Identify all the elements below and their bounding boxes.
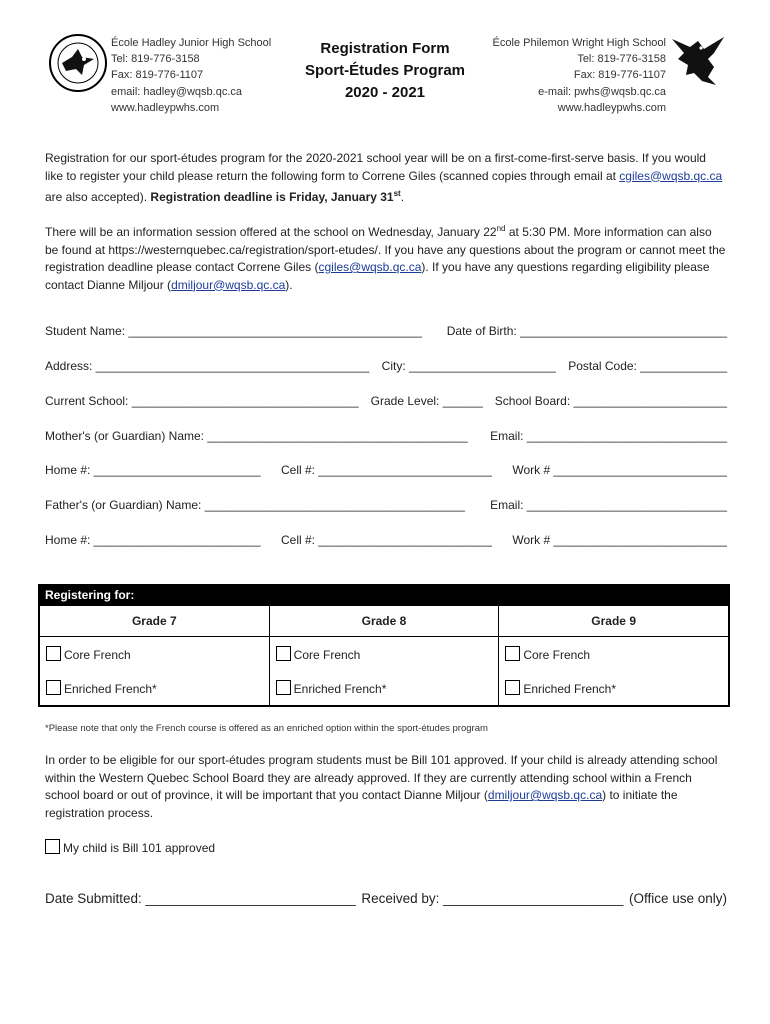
enriched-note: *Please note that only the French course is offered as an enriched option within the sport-études program [45, 723, 488, 734]
intro-paragraph-2 [45, 220, 727, 294]
grade-options-table [39, 605, 729, 706]
father-work-field[interactable]: Work # __________________________ [512, 533, 727, 547]
intro-text: at 5:30 PM. More information can also be found at https://westernquebec.ca/registration/sport-etudes/. If you have any questions about the program or cannot meet the registration deadline please contact Correne Giles ( [45, 225, 726, 274]
right-school-fax: Fax: 819-776-1107 [573, 69, 666, 82]
mother-home-field[interactable]: Home #: _________________________ [45, 463, 261, 477]
grade-7-header: Grade 7 [40, 606, 270, 637]
date-of-birth-field[interactable]: Date of Birth: _______________________________ [446, 324, 727, 338]
eligibility-paragraph [45, 752, 727, 822]
left-school-fax: Fax: 819-776-1107 [111, 69, 204, 82]
left-school-tel: Tel: 819-776-3158 [111, 53, 200, 66]
bill-101-option[interactable] [45, 839, 215, 855]
core-french-label: Core French [523, 648, 591, 662]
deadline-text: Registration deadline is Friday, January 31 [150, 190, 394, 204]
grade-8-core-option[interactable] [269, 637, 499, 672]
mother-phone-row [45, 463, 727, 477]
grade-7-core-option[interactable] [40, 637, 270, 672]
right-school-email: e-mail: pwhs@wqsb.qc.ca [538, 85, 666, 98]
intro-text: are also accepted). [45, 190, 151, 204]
dmiljour-email-link[interactable]: dmiljour@wqsb.qc.ca [487, 788, 603, 802]
mother-row [45, 429, 727, 443]
office-use-label: (Office use only) [628, 891, 727, 906]
title-line-2: Sport-Études Program [304, 62, 466, 79]
bill-101-checkbox[interactable] [45, 839, 60, 854]
mother-cell-field[interactable]: Cell #: __________________________ [281, 463, 492, 477]
father-phone-row [45, 533, 727, 547]
form-title [290, 38, 480, 104]
date-submitted-field[interactable]: Date Submitted: ____________________________ [45, 891, 356, 906]
registering-table [38, 584, 730, 707]
father-name-field[interactable]: Father's (or Guardian) Name: _______________________________________ [45, 498, 465, 512]
intro-text: ). If you have any questions regarding eligibility please contact Dianne Miljour ( [45, 260, 710, 292]
grade-level-field[interactable]: Grade Level: ______ [370, 394, 483, 408]
intro-text: ). [285, 277, 293, 292]
left-school-web: www.hadleypwhs.com [111, 101, 220, 114]
father-row [45, 498, 727, 512]
father-cell-field[interactable]: Cell #: __________________________ [281, 533, 492, 547]
mother-name-field[interactable]: Mother's (or Guardian) Name: _______________________________________ [45, 429, 468, 443]
grade-9-header: Grade 9 [499, 606, 729, 637]
registering-heading: Registering for: [39, 585, 729, 605]
school-board-field[interactable]: School Board: _______________________ [494, 394, 727, 408]
grade-9-enriched-option[interactable] [499, 671, 729, 706]
grade-7-enriched-option[interactable] [40, 671, 270, 706]
intro-paragraph-1 [45, 150, 727, 207]
hadley-school-logo [48, 33, 108, 93]
cgiles-email-link[interactable]: cgiles@wqsb.qc.ca [619, 168, 723, 183]
grade-8-core-checkbox[interactable] [276, 646, 291, 661]
mother-email-field[interactable]: Email: ______________________________ [490, 429, 727, 443]
deadline-sup: st [393, 189, 401, 198]
right-school-contact [493, 35, 666, 116]
postal-code-field[interactable]: Postal Code: _____________ [568, 359, 727, 373]
grade-8-enriched-option[interactable] [269, 671, 499, 706]
received-by-field[interactable]: Received by: ________________________ [361, 891, 624, 906]
enriched-french-label: Enriched French* [523, 682, 617, 696]
father-home-field[interactable]: Home #: _________________________ [45, 533, 261, 547]
left-school-email: email: hadley@wqsb.qc.ca [111, 85, 243, 98]
address-row [45, 359, 727, 373]
grade-7-core-checkbox[interactable] [46, 646, 61, 661]
eagle-logo [668, 33, 728, 88]
right-school-name: École Philemon Wright High School [492, 37, 666, 49]
title-line-3: 2020 - 2021 [344, 84, 426, 101]
core-french-label: Core French [293, 648, 361, 662]
left-school-name: École Hadley Junior High School [111, 37, 272, 49]
city-field[interactable]: City: ______________________ [381, 359, 556, 373]
enriched-french-label: Enriched French* [64, 682, 157, 696]
grade-8-header: Grade 8 [269, 606, 499, 637]
dmiljour-email-link[interactable]: dmiljour@wqsb.qc.ca [171, 277, 286, 292]
student-name-field[interactable]: Student Name: ____________________________________________ [45, 324, 423, 338]
grade-8-enriched-checkbox[interactable] [276, 680, 291, 695]
school-row [45, 394, 727, 408]
father-email-field[interactable]: Email: ______________________________ [490, 498, 727, 512]
grade-9-core-checkbox[interactable] [505, 646, 520, 661]
office-use-row [45, 891, 727, 906]
grade-9-enriched-checkbox[interactable] [505, 680, 520, 695]
bill-101-label: My child is Bill 101 approved [63, 841, 216, 855]
mother-work-field[interactable]: Work # __________________________ [512, 463, 727, 477]
right-school-web: www.hadleypwhs.com [557, 101, 666, 114]
session-sup: nd [496, 224, 506, 233]
eligibility-text: In order to be eligible for our sport-études program students must be Bill 101 approved. If your child is already attending school within the Western Quebec School Board they are already approved. If they are currently attending school within a French school board or out of province, it will be important that you contact Dianne Miljour ( [45, 753, 718, 802]
intro-text: Registration for our sport-études program for the 2020-2021 school year will be on a first-come-first-serve basis. If you would like to register your child please return the following form to Correne Giles (scanned copies through email at [45, 151, 706, 183]
current-school-field[interactable]: Current School: __________________________________ [45, 394, 359, 408]
intro-text: There will be an information session offered at the school on Wednesday, January 22 [45, 225, 497, 239]
cgiles-email-link[interactable]: cgiles@wqsb.qc.ca [318, 260, 422, 274]
title-line-1: Registration Form [320, 40, 450, 57]
grade-7-enriched-checkbox[interactable] [46, 680, 61, 695]
left-school-contact [111, 35, 271, 116]
right-school-tel: Tel: 819-776-3158 [577, 53, 666, 66]
address-field[interactable]: Address: _________________________________________ [45, 359, 370, 373]
eligibility-text: ) to initiate the registration process. [45, 788, 678, 820]
core-french-label: Core French [64, 648, 131, 662]
enriched-french-label: Enriched French* [293, 682, 387, 696]
intro-text: . [400, 190, 405, 204]
student-row [45, 324, 727, 338]
grade-9-core-option[interactable] [499, 637, 729, 672]
